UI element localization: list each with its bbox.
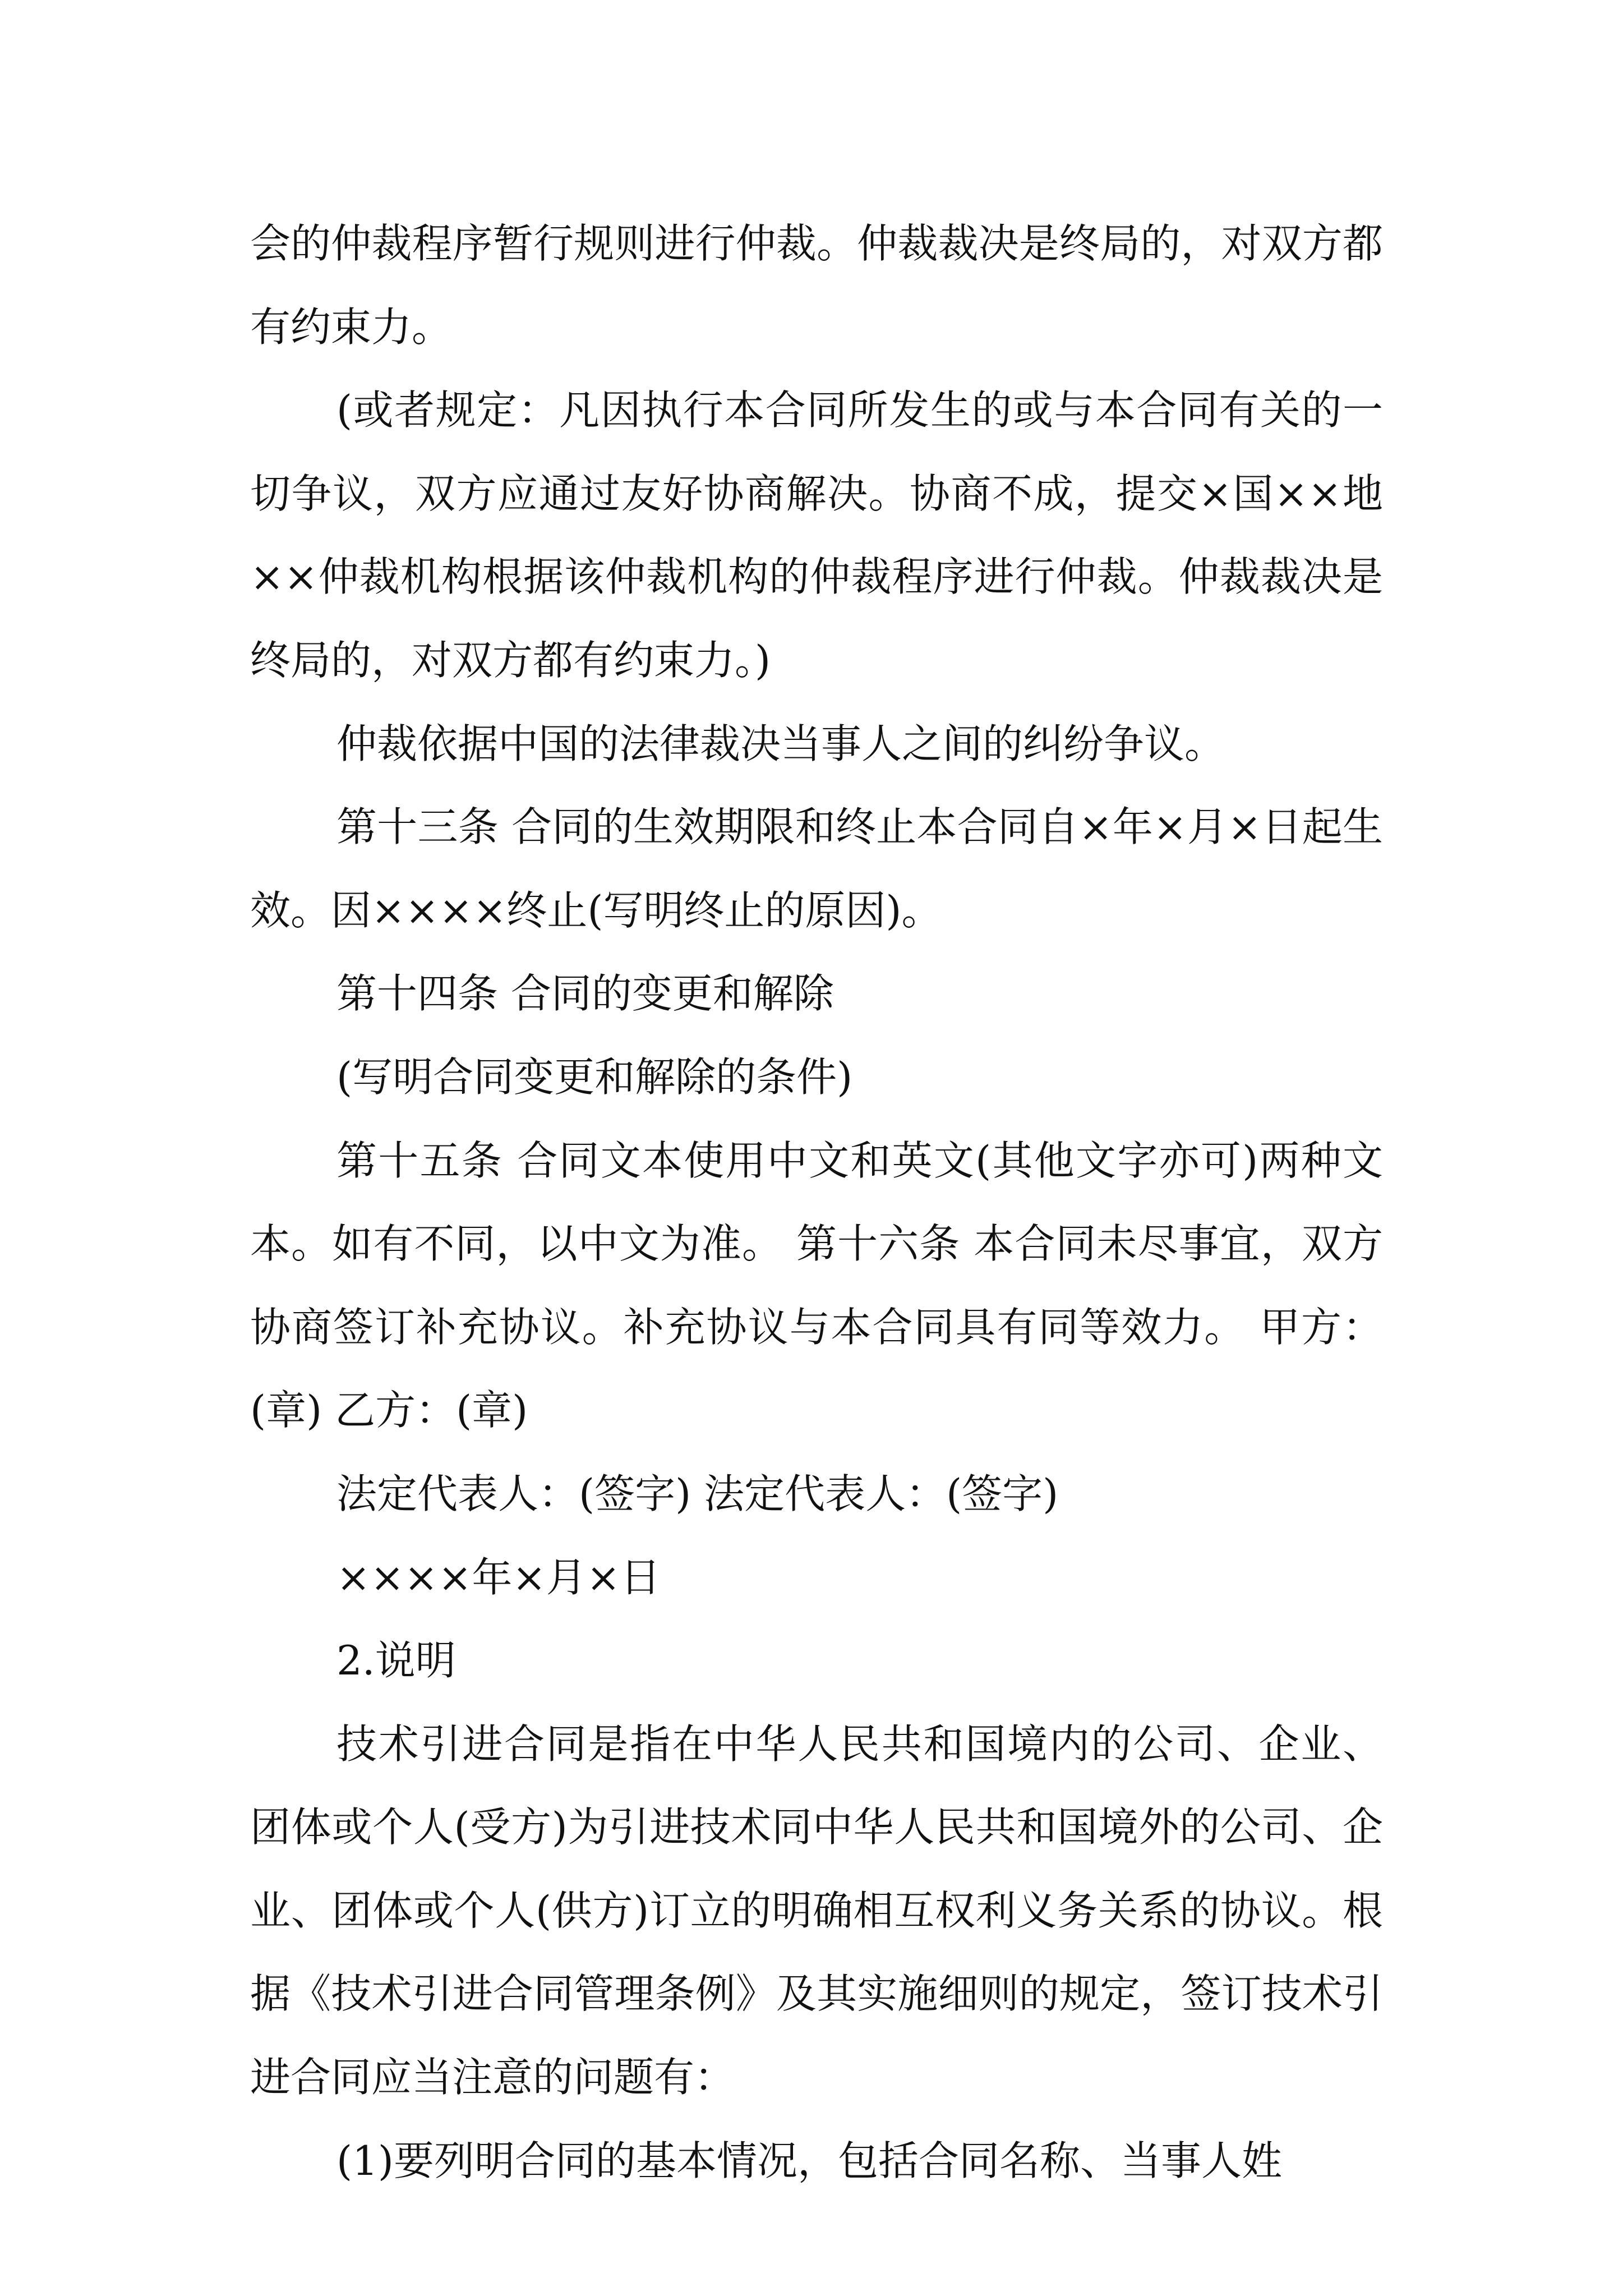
paragraph-article-13: 第十三条 合同的生效期限和终止本合同自×年×月×日起生效。因××××终止(写明终止的原因)。 [250, 803, 1383, 934]
paragraph-date: ××××年×月×日 [336, 1553, 661, 1601]
paragraph-article-15-16: 第十五条 合同文本使用中文和英文(其他文字亦可)两种文本。如有不同，以中文为准。 第十六条 本合同未尽事宜，双方协商签订补充协议。补充协议与本合同具有同等效力。 甲方：(章) 乙方：(章) [250, 1137, 1383, 1434]
paragraph-article-14-heading: 第十四条 合同的变更和解除 [336, 970, 834, 1018]
paragraph-legal-representatives: 法定代表人：(签字) 法定代表人：(签字) [336, 1470, 1059, 1517]
paragraph-alternative-clause: (或者规定：凡因执行本合同所发生的或与本合同有关的一切争议，双方应通过友好协商解决。协商不成，提交×国××地××仲裁机构根据该仲裁机构的仲裁程序进行仲裁。仲裁裁决是终局的，对双方都有约束力。) [250, 386, 1383, 684]
paragraph-arbitration-rules: 会的仲裁程序暂行规则进行仲裁。仲裁裁决是终局的，对双方都有约束力。 [250, 220, 1383, 351]
paragraph-governing-law: 仲裁依据中国的法律裁决当事人之间的纠纷争议。 [336, 720, 1225, 767]
paragraph-article-14-note: (写明合同变更和解除的条件) [336, 1053, 853, 1101]
section-heading-explanation: 2.说明 [336, 1637, 456, 1685]
paragraph-item-1: (1)要列明合同的基本情况，包括合同名称、当事人姓 [336, 2137, 1282, 2184]
document-body [250, 202, 1383, 2202]
paragraph-explanation-body: 技术引进合同是指在中华人民共和国境内的公司、企业、团体或个人(受方)为引进技术同中华人民共和国境外的公司、企业、团体或个人(供方)订立的明确相互权利义务关系的协议。根据《技术引进合同管理条例》及其实施细则的规定，签订技术引进合同应当注意的问题有： [250, 1720, 1383, 2101]
